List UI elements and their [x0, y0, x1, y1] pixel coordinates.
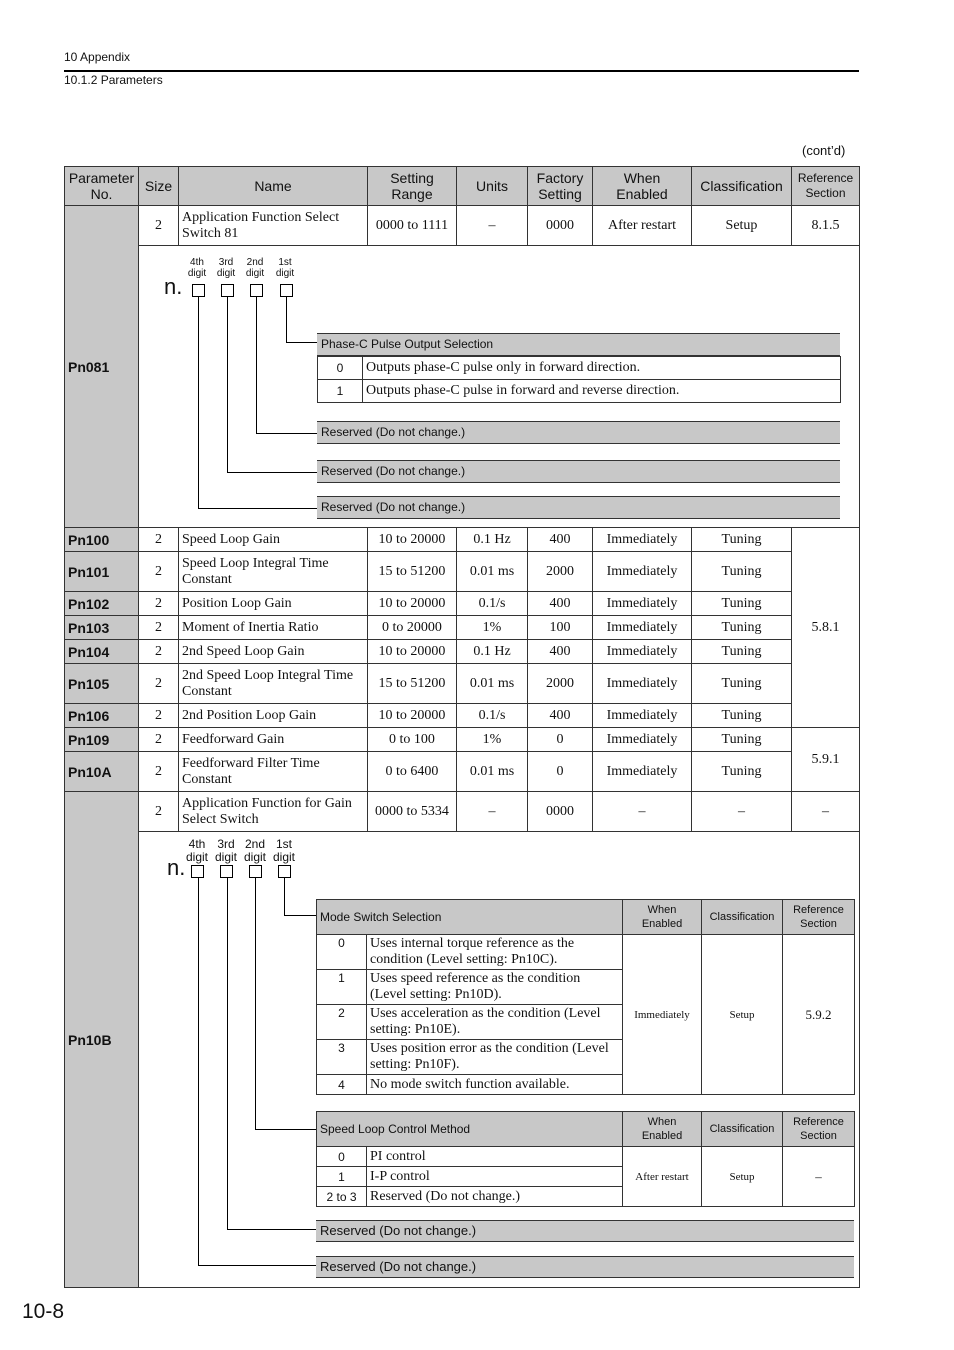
- classification: Setup: [692, 206, 792, 246]
- table-row: Pn104 2 2nd Speed Loop Gain 10 to 20000 0.1 Hz 400 Immediately Tuning: [65, 640, 860, 664]
- param-no: Pn100: [65, 528, 139, 552]
- section-header: 10.1.2 Parameters: [64, 73, 163, 87]
- digit-label-3rd: 3rd digit: [215, 837, 238, 864]
- list-item: 0 Uses internal torque reference as the condition (Level setting: Pn10C). Immediately Setup 5.9.2: [317, 935, 855, 970]
- col-param-no: Parameter No.: [65, 167, 139, 206]
- reserved-3rd-digit: Reserved (Do not change.): [316, 1220, 854, 1242]
- units: –: [457, 206, 528, 246]
- param-no: Pn106: [65, 704, 139, 728]
- reserved-4th-digit: Reserved (Do not change.): [316, 1256, 854, 1278]
- digit-box-2nd: [249, 865, 262, 878]
- phase-c-options: [317, 356, 841, 403]
- param-no: Pn101: [65, 552, 139, 592]
- list-item: 3 Uses position error as the condition (Level setting: Pn10F).: [317, 1040, 855, 1075]
- digit-label-4th: 4th digit: [186, 837, 209, 864]
- pn10b-digit-diagram-row: [65, 832, 860, 1288]
- reserved-4th-digit: Reserved (Do not change.): [317, 496, 840, 519]
- param-no: Pn105: [65, 664, 139, 704]
- table-row: Pn105 2 2nd Speed Loop Integral Time Constant 15 to 51200 0.01 ms 2000 Immediately Tuning: [65, 664, 860, 704]
- phase-c-title: Phase-C Pulse Output Selection: [317, 333, 840, 356]
- table-row: Pn102 2 Position Loop Gain 10 to 20000 0.1/s 400 Immediately Tuning: [65, 592, 860, 616]
- param-no: Pn10A: [65, 752, 139, 792]
- reserved-2nd-digit: Reserved (Do not change.): [317, 421, 840, 444]
- list-item: 1 Uses speed reference as the condition (Level setting: Pn10D).: [317, 970, 855, 1005]
- table-row: Pn101 2 Speed Loop Integral Time Constant 15 to 51200 0.01 ms 2000 Immediately Tuning: [65, 552, 860, 592]
- reference-section: 5.8.1: [792, 528, 860, 728]
- digit-label-1st: 1st digit: [273, 837, 296, 864]
- digit-label-2nd: 2nd digit: [245, 257, 265, 279]
- table-row: Pn10A 2 Feedforward Filter Time Constant 0 to 6400 0.01 ms 0 Immediately Tuning: [65, 752, 860, 792]
- col-reference-section: Reference Section: [792, 167, 860, 206]
- col-classification: Classification: [692, 167, 792, 206]
- col-when-enabled: When Enabled: [593, 167, 692, 206]
- table-row: Pn109 2 Feedforward Gain 0 to 100 1% 0 Immediately Tuning 5.9.1: [65, 728, 860, 752]
- reference-section: 8.1.5: [792, 206, 860, 246]
- pn10b-digit-diagram: [139, 832, 860, 1288]
- digit-label-2nd: 2nd digit: [244, 837, 267, 864]
- table-row: Pn100 2 Speed Loop Gain 10 to 20000 0.1 Hz 400 Immediately Tuning 5.8.1: [65, 528, 860, 552]
- digit-box-3rd: [221, 284, 234, 297]
- digit-box-3rd: [220, 865, 233, 878]
- list-item: 0 Outputs phase-C pulse only in forward direction.: [318, 357, 841, 380]
- digit-box-1st: [278, 865, 291, 878]
- n-prefix: n.: [164, 274, 183, 299]
- param-no: Pn10B: [65, 792, 139, 1288]
- col-setting-range: Setting Range: [368, 167, 457, 206]
- col-factory-setting: Factory Setting: [528, 167, 593, 206]
- table-header-row: [65, 167, 860, 206]
- col-name: Name: [179, 167, 368, 206]
- factory-setting: 0000: [528, 206, 593, 246]
- digit-label-3rd: 3rd digit: [216, 257, 236, 279]
- mode-switch-table: Mode Switch Selection When Enabled Classification Reference Section 0 Uses internal torque reference as the condition (Level setting: Pn10C). Immediately Setup 5.9.2 1 Uses speed reference as the condition (Level setting: Pn10D). 2 Uses acceleration as the condition (Level setting: Pn10E). 3 Uses position error as the condition (Level setting: Pn10F). 4 No mode switch function available.: [316, 899, 855, 1095]
- param-name: Application Function Select Switch 81: [179, 206, 368, 246]
- contd-label: (cont’d): [802, 143, 846, 158]
- setting-range: 0000 to 1111: [368, 206, 457, 246]
- speed-loop-table: Speed Loop Control Method When Enabled Classification Reference Section 0 PI control After restart Setup – 1 I-P control 2 to 3 Reserved (Do not change.): [316, 1111, 855, 1207]
- reference-section: 5.9.1: [792, 728, 860, 792]
- parameter-table: [64, 166, 860, 1288]
- param-no: Pn103: [65, 616, 139, 640]
- mode-switch-title: Mode Switch Selection: [317, 900, 623, 935]
- header-rule: [64, 70, 859, 72]
- digit-box-1st: [280, 284, 293, 297]
- col-size: Size: [139, 167, 179, 206]
- digit-box-4th: [191, 865, 204, 878]
- list-item: 1 Outputs phase-C pulse in forward and reverse direction.: [318, 380, 841, 403]
- digit-box-2nd: [250, 284, 263, 297]
- page-number: 10-8: [22, 1300, 65, 1323]
- chapter-header: 10 Appendix: [64, 50, 131, 64]
- list-item: 4 No mode switch function available.: [317, 1075, 855, 1095]
- when-enabled: After restart: [593, 206, 692, 246]
- table-row: [65, 206, 860, 246]
- table-row: Pn106 2 2nd Position Loop Gain 10 to 20000 0.1/s 400 Immediately Tuning: [65, 704, 860, 728]
- pn081-digit-diagram-row: [65, 246, 860, 528]
- col-units: Units: [457, 167, 528, 206]
- list-item: 0 PI control After restart Setup –: [317, 1147, 855, 1167]
- list-item: 1 I-P control: [317, 1167, 855, 1187]
- reserved-3rd-digit: Reserved (Do not change.): [317, 460, 840, 483]
- digit-box-4th: [192, 284, 205, 297]
- param-no: Pn081: [65, 206, 139, 528]
- param-no: Pn104: [65, 640, 139, 664]
- list-item: 2 to 3 Reserved (Do not change.): [317, 1187, 855, 1207]
- table-row: Pn10B 2 Application Function for Gain Select Switch 0000 to 5334 – 0000 – – –: [65, 792, 860, 832]
- digit-label-1st: 1st digit: [275, 257, 295, 279]
- param-no: Pn109: [65, 728, 139, 752]
- n-prefix: n.: [167, 855, 186, 880]
- param-no: Pn102: [65, 592, 139, 616]
- table-row: Pn103 2 Moment of Inertia Ratio 0 to 20000 1% 100 Immediately Tuning: [65, 616, 860, 640]
- list-item: 2 Uses acceleration as the condition (Level setting: Pn10E).: [317, 1005, 855, 1040]
- digit-label-4th: 4th digit: [187, 257, 207, 279]
- pn081-digit-diagram: [139, 246, 860, 528]
- speed-loop-title: Speed Loop Control Method: [317, 1112, 623, 1147]
- size: 2: [139, 206, 179, 246]
